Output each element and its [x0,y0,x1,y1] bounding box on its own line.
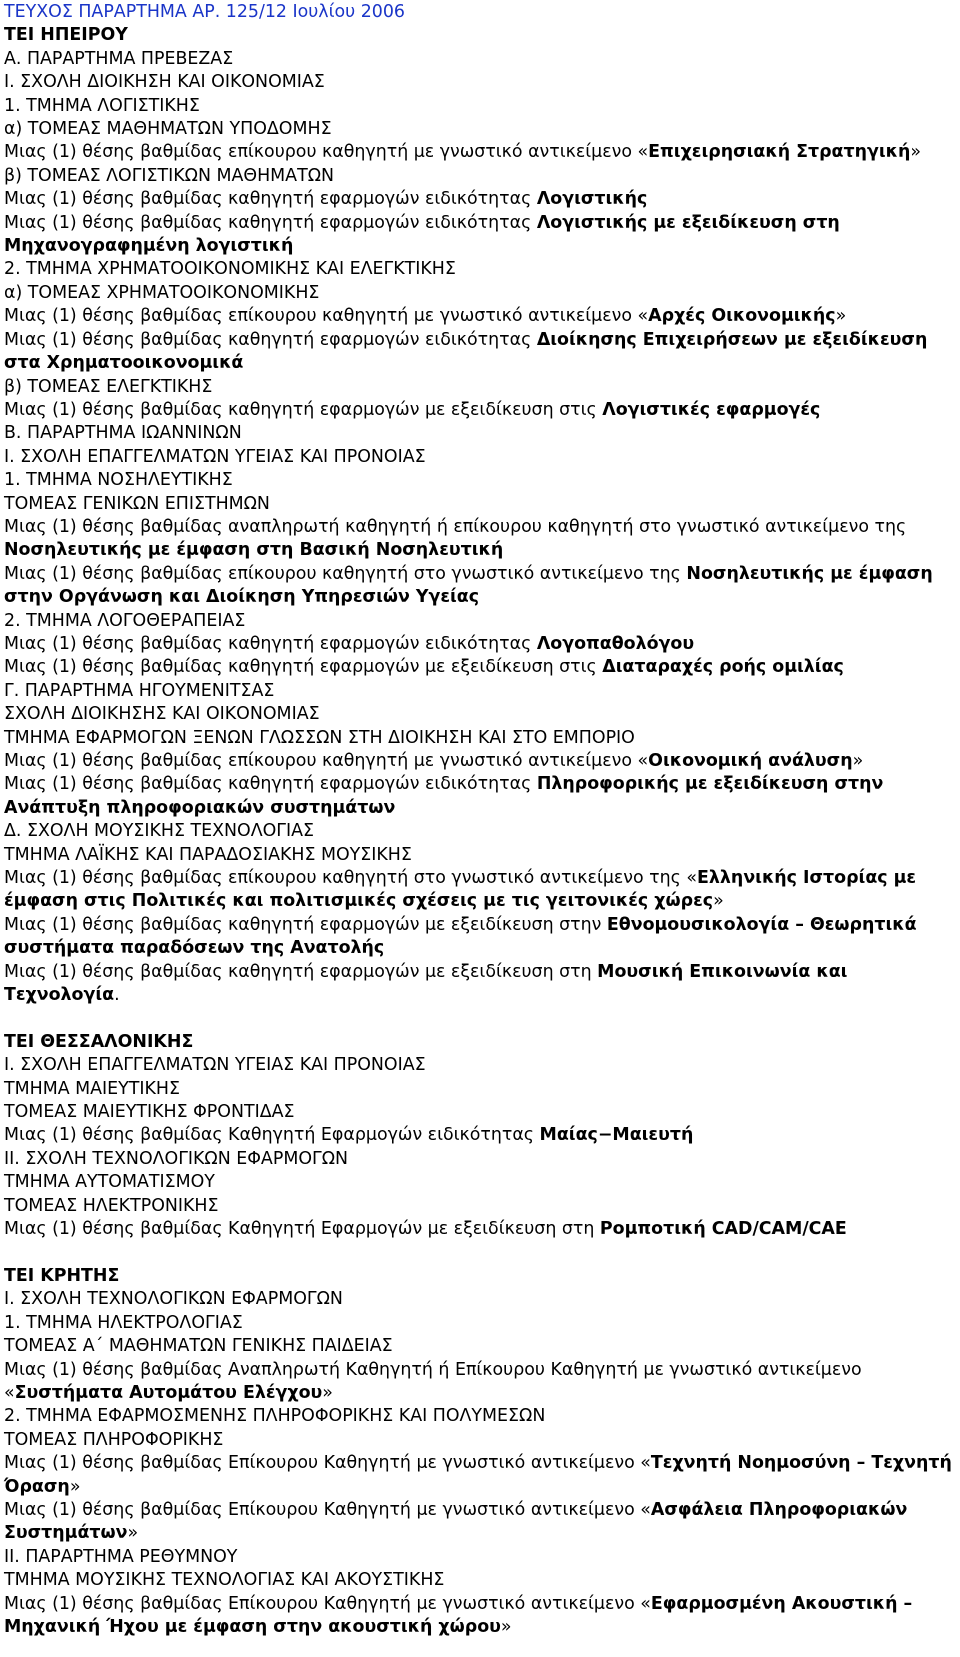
text-segment: » [322,1382,333,1403]
text-segment: ΤΟΜΕΑΣ ΓΕΝΙΚΩΝ ΕΠΙΣΤΗΜΩΝ [4,493,270,514]
text-line [4,1101,954,1124]
document-body [4,1,954,1639]
text-line [4,1569,954,1592]
text-segment: Ι. ΣΧΟΛΗ ΕΠΑΓΓΕΛΜΑΤΩΝ ΥΓΕΙΑΣ ΚΑΙ ΠΡΟΝΟΙΑΣ [4,446,426,467]
text-line [4,1171,954,1194]
text-segment: » [910,142,921,163]
text-line [4,1359,954,1406]
text-line [4,95,954,118]
issue-header-link[interactable] [4,1,954,24]
text-segment: Μιας (1) θέσης βαθμίδας Επίκουρου Καθηγητή με γνωστικό αντικείμενο « [4,1453,651,1474]
text-segment: α) ΤΟΜΕΑΣ ΧΡΗΜΑΤΟΟΙΚΟΝΟΜΙΚΗΣ [4,282,320,303]
text-line [4,258,954,281]
text-segment: ΙΙ. ΠΑΡΑΡΤΗΜΑ ΡΕΘΥΜΝΟΥ [4,1546,238,1567]
text-line [4,656,954,679]
emphasized-text: Εθνομουσικολογία – Θεωρητικά συστήματα παραδόσεων της Ανατολής [4,914,917,959]
text-line [4,1429,954,1452]
text-line [4,563,954,610]
text-segment: Ι. ΣΧΟΛΗ ΔΙΟΙΚΗΣΗ ΚΑΙ ΟΙΚΟΝΟΜΙΑΣ [4,72,325,93]
text-segment: ΤΕΥΧΟΣ ΠΑΡΑΡΤΗΜΑ ΑΡ. 125/12 Ιουλίου 2006 [4,2,405,22]
text-segment: Α. ΠΑΡΑΡΤΗΜΑ ΠΡΕΒΕΖΑΣ [4,48,234,69]
text-line [4,1335,954,1358]
emphasized-text: Μαίας−Μαιευτή [539,1125,694,1146]
text-line [4,1405,954,1428]
emphasized-text: Οικονομική ανάλυση [648,751,853,771]
text-line [4,422,954,445]
emphasized-text: Νοσηλευτικής με έμφαση στη Βασική Νοσηλευτική [4,540,504,561]
emphasized-text: Λογιστικής [536,189,648,210]
emphasized-text: Ελληνικής Ιστορίας με έμφαση στις Πολιτικές και πολιτισμικές σχέσεις με τις γειτονικές χώρες [4,868,917,912]
text-segment: Μιας (1) θέσης βαθμίδας καθηγητή εφαρμογών ειδικότητας [4,774,537,795]
text-segment: ΤΕΙ ΗΠΕΙΡΟΥ [4,25,128,46]
text-segment: Μιας (1) θέσης βαθμίδας καθηγητή εφαρμογών με εξειδίκευση στην [4,914,607,935]
text-line [4,1148,954,1171]
text-line [4,844,954,867]
text-line [4,1218,954,1241]
emphasized-text: Ασφάλεια Πληροφοριακών Συστημάτων [4,1499,908,1544]
text-line [4,680,954,703]
emphasized-text: Επιχειρησιακή Στρατηγική [648,142,911,163]
text-line [4,610,954,633]
text-segment: Μιας (1) θέσης βαθμίδας καθηγητή εφαρμογών με εξειδίκευση στις [4,399,603,420]
emphasized-text: Πληροφορικής με εξειδίκευση στην Ανάπτυξη πληροφοριακών συστημάτων [4,774,884,818]
text-line [4,773,954,820]
text-segment: Μιας (1) θέσης βαθμίδας καθηγητή εφαρμογών ειδικότητας [4,633,537,654]
text-segment: ΣΧΟΛΗ ΔΙΟΙΚΗΣΗΣ ΚΑΙ ΟΙΚΟΝΟΜΙΑΣ [4,704,320,725]
text-line [4,516,954,563]
text-segment: ΙΙ. ΣΧΟΛΗ ΤΕΧΝΟΛΟΓΙΚΩΝ ΕΦΑΡΜΟΓΩΝ [4,1148,348,1169]
text-line [4,1593,954,1640]
text-segment: » [852,751,864,771]
text-line [4,1124,954,1147]
text-segment: Μιας (1) θέσης βαθμίδας επίκουρου καθηγητή στο γνωστικό αντικείμενο της [4,563,687,584]
text-line [4,399,954,422]
text-segment: Ι. ΣΧΟΛΗ ΤΕΧΝΟΛΟΓΙΚΩΝ ΕΦΑΡΜΟΓΩΝ [4,1289,343,1310]
blank-spacer [4,1242,954,1265]
text-line [4,305,954,328]
text-line [4,188,954,211]
text-segment: Γ. ΠΑΡΑΡΤΗΜΑ ΗΓΟΥΜΕΝΙΤΣΑΣ [4,680,275,701]
text-line [4,914,954,961]
text-line [4,71,954,94]
text-segment: Μιας (1) θέσης βαθμίδας καθηγητή εφαρμογών ειδικότητας [4,329,537,350]
text-segment: ΤΕΙ ΚΡΗΤΗΣ [4,1265,120,1286]
emphasized-text: Εφαρμοσμένη Ακουστική – Μηχανική Ήχου με έμφαση στην ακουστική χώρου [4,1593,913,1637]
text-segment: α) ΤΟΜΕΑΣ ΜΑΘΗΜΑΤΩΝ ΥΠΟΔΟΜΗΣ [4,119,332,140]
text-segment: » [500,1617,512,1637]
text-segment: 2. ΤΜΗΜΑ ΕΦΑΡΜΟΣΜΕΝΗΣ ΠΛΗΡΟΦΟΡΙΚΗΣ ΚΑΙ ΠΟΛΥΜΕΣΩΝ [4,1406,546,1427]
text-line [4,165,954,188]
text-segment: 1. ΤΜΗΜΑ ΗΛΕΚΤΡΟΛΟΓΙΑΣ [4,1312,243,1333]
text-segment: » [127,1523,139,1544]
text-line [4,1195,954,1218]
text-segment: β) ΤΟΜΕΑΣ ΕΛΕΓΚΤΙΚΗΣ [4,376,213,397]
text-segment: Μιας (1) θέσης βαθμίδας καθηγητή εφαρμογών ειδικότητας [4,189,537,210]
text-segment: Μιας (1) θέσης βαθμίδας Επίκουρου Καθηγητή με γνωστικό αντικείμενο « [4,1499,651,1520]
text-segment: Ι. ΣΧΟΛΗ ΕΠΑΓΓΕΛΜΑΤΩΝ ΥΓΕΙΑΣ ΚΑΙ ΠΡΟΝΟΙΑΣ [4,1055,426,1076]
text-segment: ΤΜΗΜΑ ΛΑΪΚΗΣ ΚΑΙ ΠΑΡΑΔΟΣΙΑΚΗΣ ΜΟΥΣΙΚΗΣ [4,844,412,865]
text-line [4,493,954,516]
emphasized-text: Συστήματα Αυτομάτου Ελέγχου [14,1382,323,1403]
text-line [4,1452,954,1499]
text-segment: Μιας (1) θέσης βαθμίδας Καθηγητή Εφαρμογών ειδικότητας [4,1125,540,1146]
text-line [4,867,954,914]
blank-spacer [4,1007,954,1030]
text-segment: ΤΟΜΕΑΣ ΗΛΕΚΤΡΟΝΙΚΗΣ [4,1195,219,1216]
institution-title [4,1265,954,1288]
emphasized-text: Μουσική Επικοινωνία και Τεχνολογία [4,961,848,1006]
text-line [4,1312,954,1335]
text-segment: Μιας (1) θέσης βαθμίδας επίκουρου καθηγητή με γνωστικό αντικείμενο « [4,306,649,327]
emphasized-text: Λογοπαθολόγου [536,633,695,654]
emphasized-text: Τεχνητή Νοημοσύνη – Τεχνητή Όραση [4,1453,952,1497]
text-segment: ΤΟΜΕΑΣ Α΄ ΜΑΘΗΜΑΤΩΝ ΓΕΝΙΚΗΣ ΠΑΙΔΕΙΑΣ [4,1336,393,1357]
institution-title [4,24,954,47]
text-line [4,141,954,164]
text-line [4,1288,954,1311]
text-line [4,329,954,376]
text-line [4,469,954,492]
emphasized-text: Διαταραχές ροής ομιλίας [602,657,844,678]
text-segment: . [114,985,120,1006]
text-segment: Μιας (1) θέσης βαθμίδας καθηγητή εφαρμογών ειδικότητας [4,212,537,233]
text-segment: Μιας (1) θέσης βαθμίδας Καθηγητή Εφαρμογών με εξειδίκευση στη [4,1219,600,1240]
text-segment: ΤΜΗΜΑ ΜΟΥΣΙΚΗΣ ΤΕΧΝΟΛΟΓΙΑΣ ΚΑΙ ΑΚΟΥΣΤΙΚΗΣ [4,1570,445,1591]
text-segment: 1. ΤΜΗΜΑ ΛΟΓΙΣΤΙΚΗΣ [4,95,200,116]
emphasized-text: Νοσηλευτικής με έμφαση στην Οργάνωση και Διοίκηση Υπηρεσιών Υγείας [4,563,933,608]
text-line [4,750,954,773]
text-segment: ΤΟΜΕΑΣ ΠΛΗΡΟΦΟΡΙΚΗΣ [4,1429,224,1450]
emphasized-text: Αρχές Οικονομικής [648,306,836,327]
text-segment: 2. ΤΜΗΜΑ ΛΟΓΟΘΕΡΑΠΕΙΑΣ [4,610,246,631]
text-segment: Μιας (1) θέσης βαθμίδας αναπληρωτή καθηγητή ή επίκουρου καθηγητή στο γνωστικό αντικείμενο της [4,516,907,537]
text-line [4,703,954,726]
text-line [4,118,954,141]
text-line [4,1546,954,1569]
text-line [4,376,954,399]
text-segment: Μιας (1) θέσης βαθμίδας επίκουρου καθηγητή με γνωστικό αντικείμενο « [4,142,649,163]
text-segment: ΤΟΜΕΑΣ ΜΑΙΕΥΤΙΚΗΣ ΦΡΟΝΤΙΔΑΣ [4,1102,295,1123]
text-segment: ΤΜΗΜΑ ΕΦΑΡΜΟΓΩΝ ΞΕΝΩΝ ΓΛΩΣΣΩΝ ΣΤΗ ΔΙΟΙΚΗΣΗ ΚΑΙ ΣΤΟ ΕΜΠΟΡΙΟ [4,727,635,748]
emphasized-text: Διοίκησης Επιχειρήσεων με εξειδίκευση στα Χρηματοοικονομικά [4,329,928,374]
text-line [4,212,954,259]
text-segment: Μιας (1) θέσης βαθμίδας Επίκουρου Καθηγητή με γνωστικό αντικείμενο « [4,1593,651,1614]
text-line [4,1078,954,1101]
text-line [4,1054,954,1077]
text-segment: β) ΤΟΜΕΑΣ ΛΟΓΙΣΤΙΚΩΝ ΜΑΘΗΜΑΤΩΝ [4,165,334,186]
text-line [4,1499,954,1546]
text-segment: ΤΕΙ ΘΕΣΣΑΛΟΝΙΚΗΣ [4,1031,194,1052]
emphasized-text: Λογιστικές εφαρμογές [602,399,821,420]
text-segment: Δ. ΣΧΟΛΗ ΜΟΥΣΙΚΗΣ ΤΕΧΝΟΛΟΓΙΑΣ [4,821,314,842]
text-line [4,446,954,469]
text-line [4,727,954,750]
text-segment: Μιας (1) θέσης βαθμίδας επίκουρου καθηγητή με γνωστικό αντικείμενο « [4,751,649,771]
text-segment: Μιας (1) θέσης βαθμίδας επίκουρου καθηγητή στο γνωστικό αντικείμενο της « [4,868,698,889]
text-segment: ΤΜΗΜΑ ΑΥΤΟΜΑΤΙΣΜΟΥ [4,1172,215,1193]
text-segment: » [835,306,847,327]
text-line [4,961,954,1008]
text-segment: Μιας (1) θέσης βαθμίδας καθηγητή εφαρμογών με εξειδίκευση στη [4,961,598,982]
text-line [4,48,954,71]
text-segment: ΤΜΗΜΑ ΜΑΙΕΥΤΙΚΗΣ [4,1078,180,1099]
text-segment: » [713,891,724,912]
text-line [4,633,954,656]
text-segment: 2. ΤΜΗΜΑ ΧΡΗΜΑΤΟΟΙΚΟΝΟΜΙΚΗΣ ΚΑΙ ΕΛΕΓΚΤΙΚΗΣ [4,259,456,280]
emphasized-text: Λογιστικής με εξειδίκευση στη Μηχανογραφημένη λογιστική [4,212,840,257]
text-line [4,820,954,843]
text-line [4,282,954,305]
text-segment: » [69,1476,81,1497]
text-segment: Β. ΠΑΡΑΡΤΗΜΑ ΙΩΑΝΝΙΝΩΝ [4,423,242,444]
institution-title [4,1031,954,1054]
text-segment: 1. ΤΜΗΜΑ ΝΟΣΗΛΕΥΤΙΚΗΣ [4,470,233,491]
text-segment: Μιας (1) θέσης βαθμίδας Αναπληρωτή Καθηγητή ή Επίκουρου Καθηγητή με γνωστικό αντικείμενο « [4,1359,862,1403]
emphasized-text: Ρομποτική CAD/CAM/CAE [599,1219,847,1240]
text-segment: Μιας (1) θέσης βαθμίδας καθηγητή εφαρμογών με εξειδίκευση στις [4,657,603,678]
